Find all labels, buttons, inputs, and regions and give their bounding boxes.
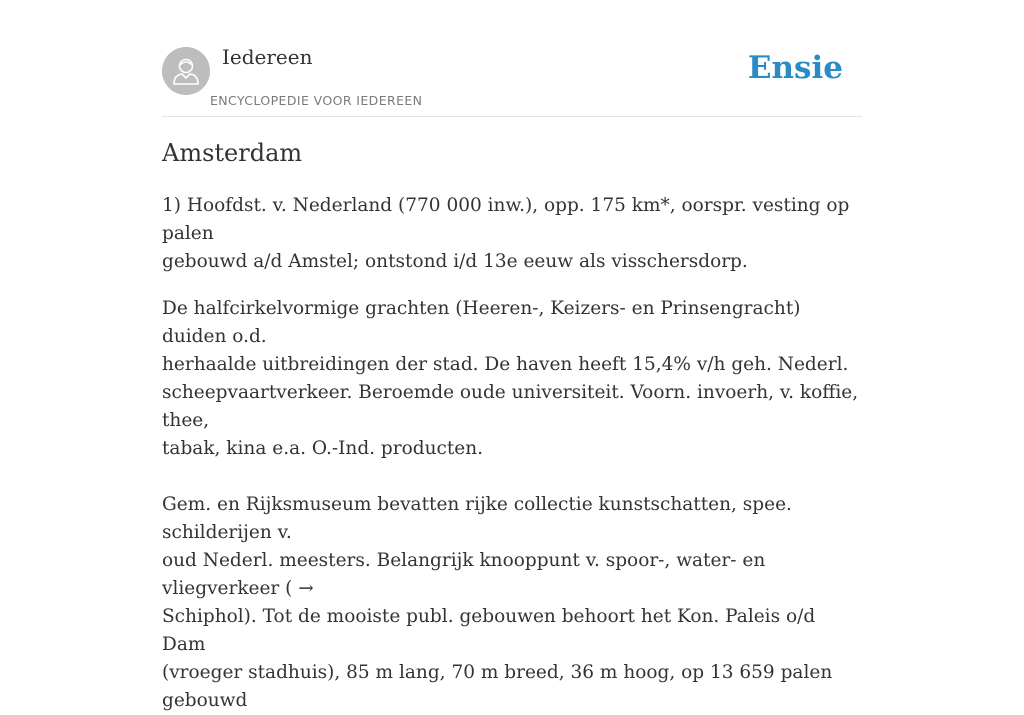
article-paragraph: 1) Hoofdst. v. Nederland (770 000 inw.), opp. 175 km*, oorspr. vesting op palen gebouwd a/d Amstel; ontstond i/d 13e eeuw als visschersdorp. [162,195,850,272]
site-tagline: ENCYCLOPEDIE VOOR IEDEREEN [210,93,423,108]
user-avatar-icon[interactable] [162,47,210,95]
page-container [162,0,862,711]
article-body [162,192,862,715]
article-paragraph: De halfcirkelvormige grachten (Heeren-, Keizers- en Prinsengracht) duiden o.d. herhaalde uitbreidingen der stad. De haven heeft 15,4% v/h geh. Nederl. scheepvaartverkeer. Beroemde oude universiteit. Voorn. invoerh, v. koffie, thee, tabak, kina e.a. O.-Ind. producten. Gem. en Rijksmuseum bevatten rijke collectie kunstschatten, spee. schilderijen v. oud Nederl. meesters. Belangrijk knooppunt v. spoor-, water- en vliegverkeer ( → Schiphol). Tot de mooiste publ. gebouwen behoort het Kon. Paleis o/d Dam (vroeger stadhuis), 85 m lang, 70 m breed, 36 m hoog, op 13 659 palen gebouwd [162,298,859,711]
author-name[interactable]: Iedereen [222,45,313,69]
article-header [162,0,862,117]
article-title: Amsterdam [162,139,303,167]
brand-logo[interactable]: Ensie [747,50,843,86]
